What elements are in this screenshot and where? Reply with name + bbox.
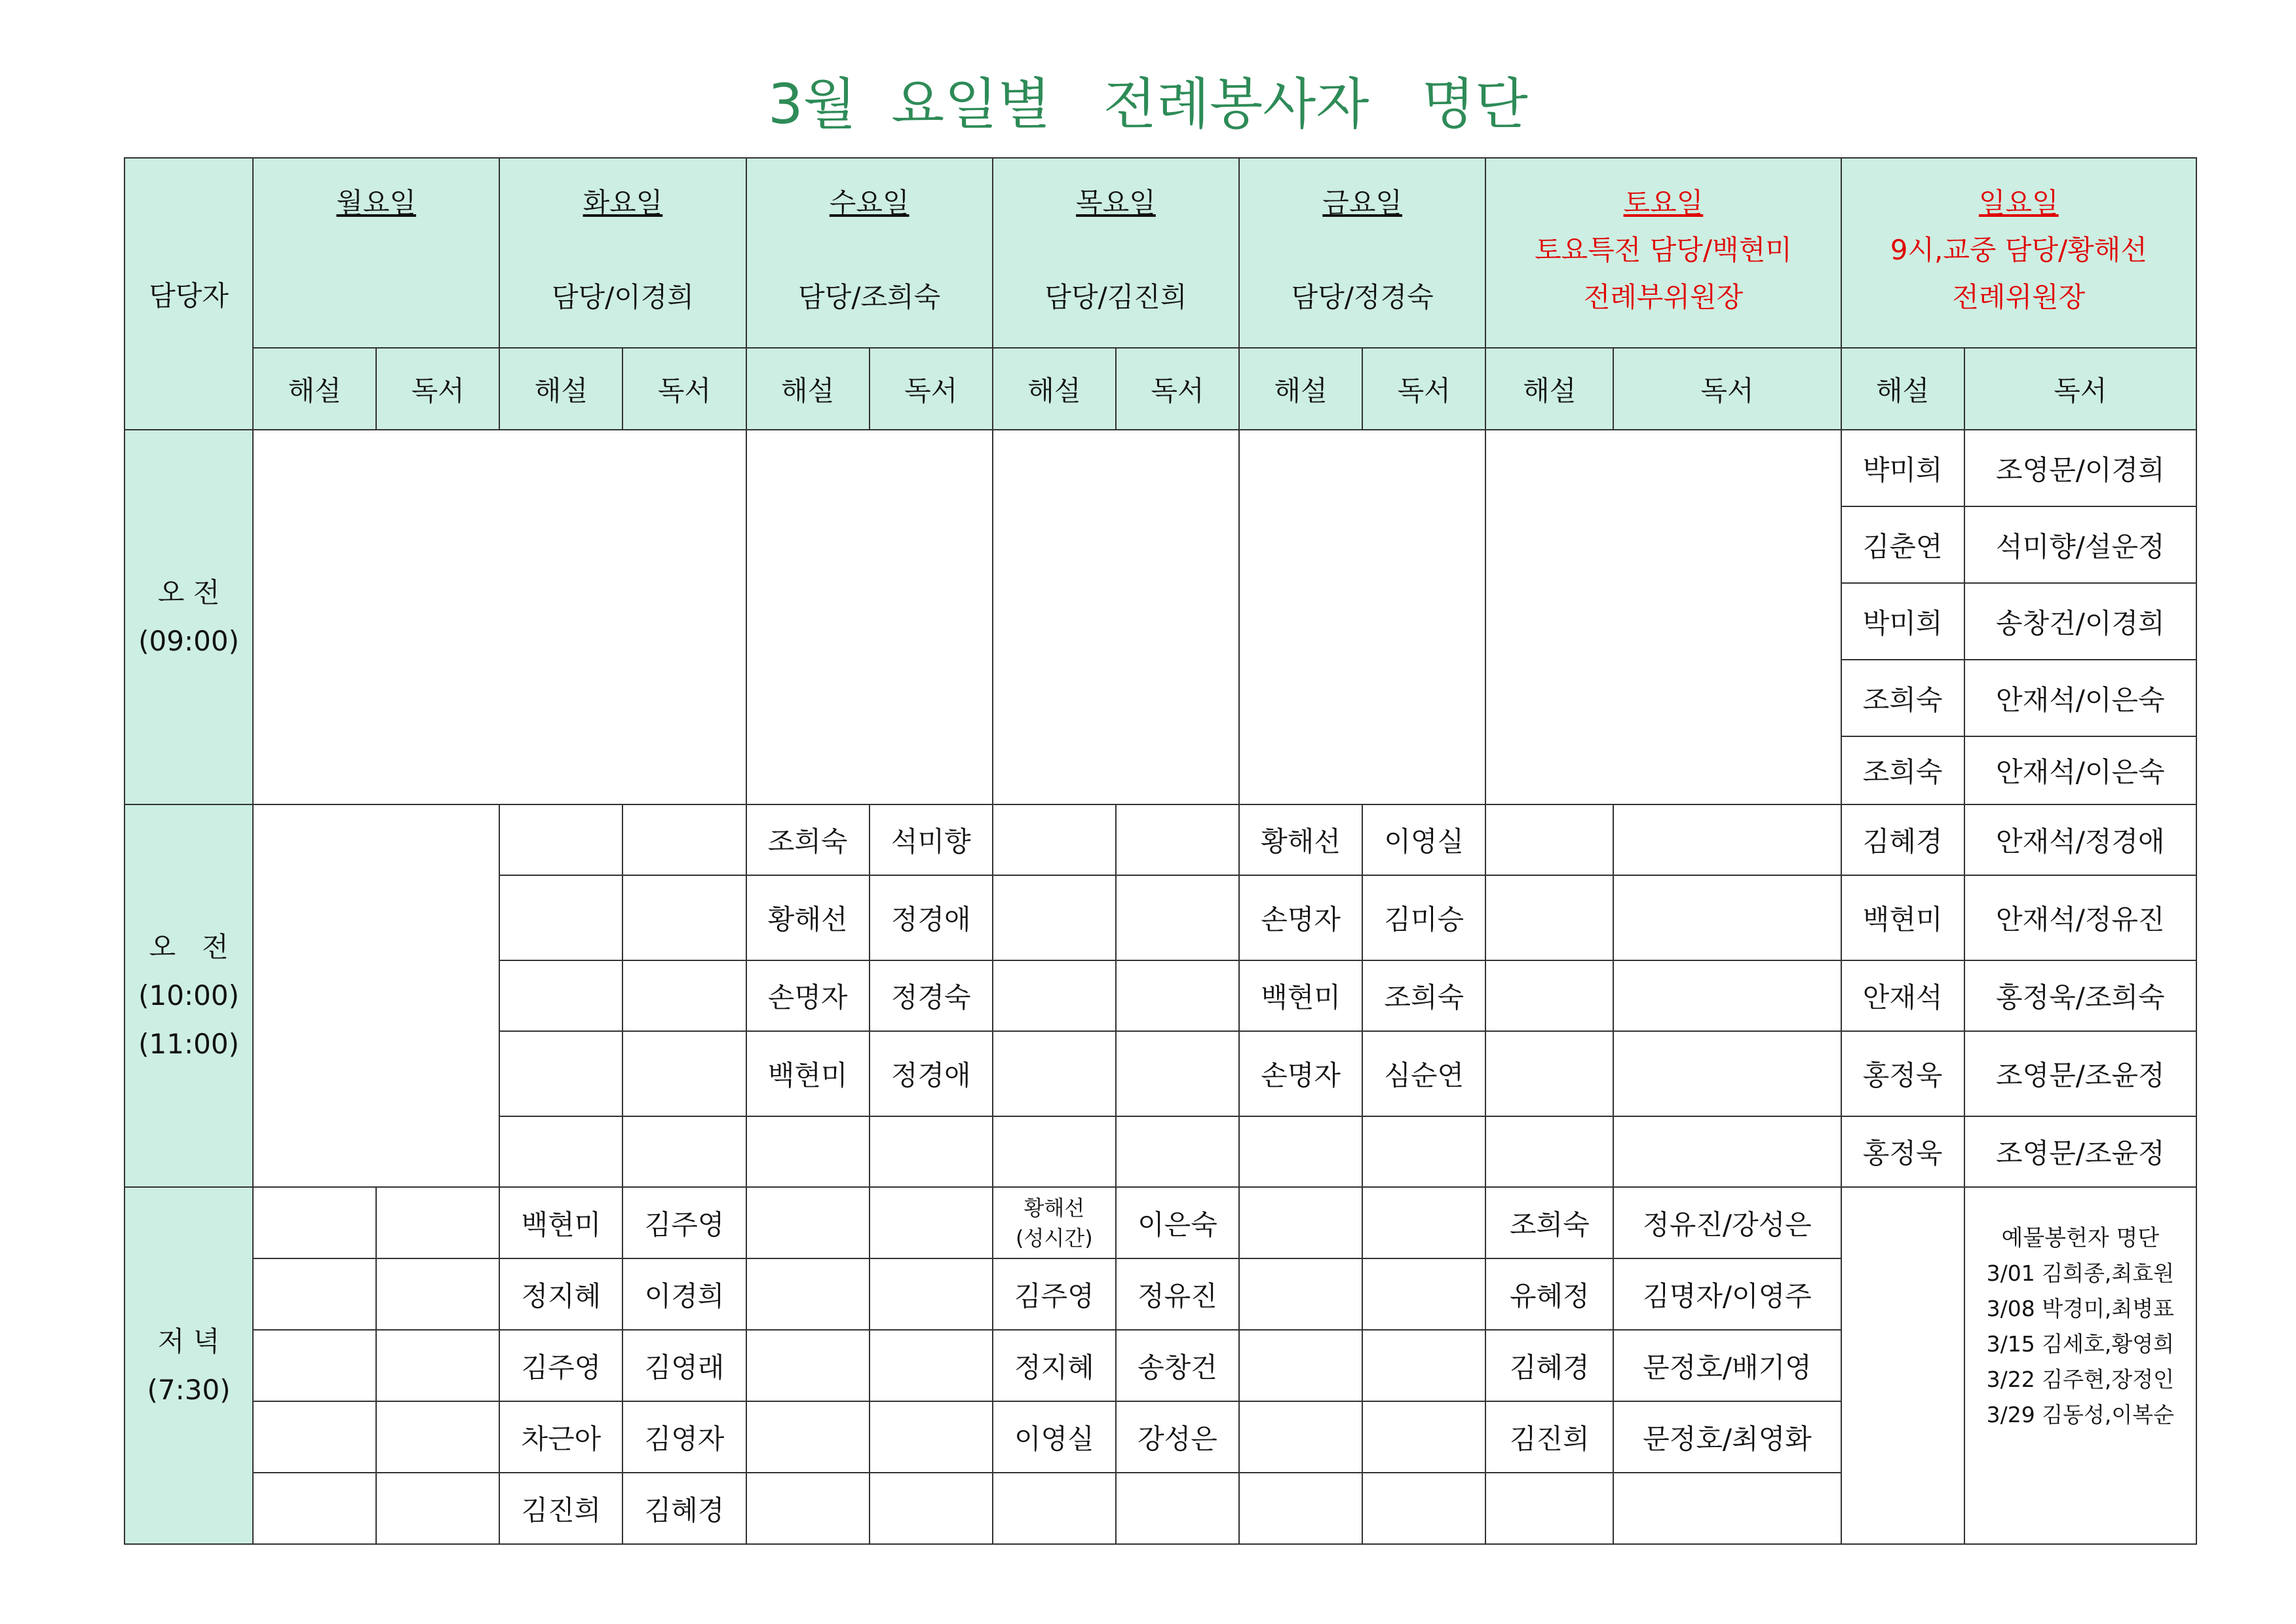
sat-reading-cell bbox=[1613, 1116, 1841, 1187]
empty-block-thu bbox=[993, 430, 1239, 804]
thu-commentary-cell bbox=[993, 875, 1116, 960]
thu-reading-cell: 정유진 bbox=[1116, 1258, 1239, 1330]
day-name: 수요일 bbox=[829, 187, 909, 219]
tue-reading-cell bbox=[622, 1031, 746, 1116]
day-name: 목요일 bbox=[1076, 187, 1156, 219]
sat-commentary-cell bbox=[1485, 1116, 1613, 1187]
empty-block-sat bbox=[1485, 430, 1841, 804]
sat-reading-cell bbox=[1613, 960, 1841, 1031]
fri-reading-cell: 김미승 bbox=[1362, 875, 1485, 960]
tue-reading-cell bbox=[622, 875, 746, 960]
wed-commentary-cell bbox=[746, 1330, 870, 1401]
header-friday bbox=[1239, 158, 1485, 348]
wed-commentary-cell bbox=[746, 1258, 870, 1330]
day-manager: 담당/정경숙 bbox=[1291, 281, 1434, 313]
wed-commentary-cell bbox=[746, 1401, 870, 1473]
row-label-time: (7:30) bbox=[147, 1373, 231, 1406]
tue-commentary-cell: 백현미 bbox=[499, 1187, 622, 1258]
empty-block-fri bbox=[1239, 430, 1485, 804]
tue-commentary-cell bbox=[499, 1031, 622, 1116]
sun-commentary-cell: 백현미 bbox=[1841, 875, 1964, 960]
day-role: 전례부위원장 bbox=[1583, 281, 1744, 313]
sat-reading-cell bbox=[1613, 804, 1841, 875]
header-sunday bbox=[1841, 158, 2196, 348]
row-label-text: 오 전 bbox=[149, 931, 229, 963]
day-name: 토요일 bbox=[1623, 187, 1704, 219]
thu-commentary-cell bbox=[993, 1116, 1116, 1187]
thu-commentary-name: 황해선 bbox=[1024, 1195, 1085, 1220]
wed-commentary-cell bbox=[746, 1473, 870, 1544]
thu-commentary-cell bbox=[993, 1031, 1116, 1116]
sat-commentary-cell bbox=[1485, 804, 1613, 875]
day-manager: 담당/조희숙 bbox=[798, 281, 941, 313]
day-name: 일요일 bbox=[1978, 187, 2059, 219]
row-label-time: (10:00) bbox=[138, 979, 239, 1011]
wed-reading-cell bbox=[870, 1330, 993, 1401]
row-label-text: 저 녁 bbox=[157, 1325, 220, 1357]
wed-reading-cell bbox=[870, 1187, 993, 1258]
fri-commentary-cell: 손명자 bbox=[1239, 875, 1362, 960]
fri-commentary-cell bbox=[1239, 1258, 1362, 1330]
row-label-morning-9 bbox=[124, 430, 253, 804]
sun-commentary-cell: 홍정욱 bbox=[1841, 1116, 1964, 1187]
reading-header: 독서 bbox=[1116, 348, 1239, 430]
roster-table bbox=[124, 157, 2197, 1545]
sun-reading-cell: 조영문/조윤정 bbox=[1964, 1116, 2196, 1187]
wed-commentary-cell: 조희숙 bbox=[746, 804, 870, 875]
reading-header: 독서 bbox=[376, 348, 499, 430]
sat-commentary-cell: 김진희 bbox=[1485, 1401, 1613, 1473]
empty-block-mon-tue bbox=[253, 430, 746, 804]
sat-commentary-cell bbox=[1485, 1473, 1613, 1544]
sun-evening-empty-cell bbox=[1841, 1187, 1964, 1544]
fri-commentary-cell: 황해선 bbox=[1239, 804, 1362, 875]
sat-commentary-cell bbox=[1485, 875, 1613, 960]
mon-reading-cell bbox=[376, 1401, 499, 1473]
sun-commentary-cell: 박미희 bbox=[1841, 583, 1964, 660]
wed-commentary-cell: 손명자 bbox=[746, 960, 870, 1031]
fri-commentary-cell bbox=[1239, 1473, 1362, 1544]
tue-reading-cell: 이경희 bbox=[622, 1258, 746, 1330]
sat-reading-cell: 문정호/배기영 bbox=[1613, 1330, 1841, 1401]
day-role: 전례위원장 bbox=[1952, 281, 2086, 313]
thu-commentary-cell: 김주영 bbox=[993, 1258, 1116, 1330]
reading-header: 독서 bbox=[1362, 348, 1485, 430]
wed-commentary-cell bbox=[746, 1116, 870, 1187]
fri-commentary-cell: 백현미 bbox=[1239, 960, 1362, 1031]
sun-commentary-cell: 조희숙 bbox=[1841, 736, 1964, 804]
offering-note bbox=[1987, 1220, 2174, 1433]
fri-commentary-cell bbox=[1239, 1187, 1362, 1258]
tue-commentary-cell: 정지혜 bbox=[499, 1258, 622, 1330]
tue-commentary-cell bbox=[499, 875, 622, 960]
thu-reading-cell bbox=[1116, 875, 1239, 960]
sun-commentary-cell: 안재석 bbox=[1841, 960, 1964, 1031]
header-tuesday bbox=[499, 158, 746, 348]
tue-reading-cell bbox=[622, 960, 746, 1031]
empty-block-wed bbox=[746, 430, 993, 804]
wed-commentary-cell: 백현미 bbox=[746, 1031, 870, 1116]
commentary-header: 해설 bbox=[746, 348, 870, 430]
sun-commentary-cell: 조희숙 bbox=[1841, 660, 1964, 736]
fri-reading-cell: 심순연 bbox=[1362, 1031, 1485, 1116]
thu-commentary-cell bbox=[993, 1187, 1116, 1258]
commentary-header: 해설 bbox=[1485, 348, 1613, 430]
sat-reading-cell: 문정호/최영화 bbox=[1613, 1401, 1841, 1473]
person-header: 담당자 bbox=[124, 158, 253, 430]
wed-reading-cell bbox=[870, 1258, 993, 1330]
offering-entry: 3/15 김세호,황영희 bbox=[1986, 1331, 2175, 1357]
day-manager: 9시,교중 담당/황해선 bbox=[1890, 234, 2147, 266]
sun-reading-cell: 조영문/조윤정 bbox=[1964, 1031, 2196, 1116]
page-title: 3월 요일별 전례봉사자 명단 bbox=[768, 72, 1528, 136]
tue-reading-cell bbox=[622, 804, 746, 875]
sat-reading-cell bbox=[1613, 875, 1841, 960]
offering-entry: 3/22 김주현,장정인 bbox=[1986, 1367, 2175, 1392]
thu-reading-cell bbox=[1116, 1031, 1239, 1116]
offering-entry: 3/08 박경미,최병표 bbox=[1986, 1296, 2175, 1321]
wed-commentary-cell bbox=[746, 1187, 870, 1258]
commentary-header: 해설 bbox=[1239, 348, 1362, 430]
sun-reading-cell: 안재석/이은숙 bbox=[1964, 736, 2196, 804]
fri-commentary-cell bbox=[1239, 1116, 1362, 1187]
wed-reading-cell: 정경애 bbox=[870, 1031, 993, 1116]
tue-reading-cell: 김혜경 bbox=[622, 1473, 746, 1544]
thu-reading-cell bbox=[1116, 960, 1239, 1031]
offering-list bbox=[1964, 1187, 2196, 1544]
thu-commentary-cell bbox=[993, 1473, 1116, 1544]
wed-commentary-cell: 황해선 bbox=[746, 875, 870, 960]
sat-commentary-cell: 유혜정 bbox=[1485, 1258, 1613, 1330]
mon-reading-cell bbox=[376, 1330, 499, 1401]
day-name: 월요일 bbox=[336, 187, 417, 219]
tue-commentary-cell bbox=[499, 960, 622, 1031]
mon-commentary-cell bbox=[253, 1187, 376, 1258]
thu-commentary-note: (성시간) bbox=[1015, 1225, 1093, 1251]
thu-reading-cell bbox=[1116, 1116, 1239, 1187]
row-label-morning-10 bbox=[124, 804, 253, 1187]
wed-reading-cell bbox=[870, 1473, 993, 1544]
tue-commentary-cell bbox=[499, 1116, 622, 1187]
sun-reading-cell: 안재석/정경애 bbox=[1964, 804, 2196, 875]
sun-reading-cell: 송창건/이경희 bbox=[1964, 583, 2196, 660]
fri-reading-cell bbox=[1362, 1330, 1485, 1401]
fri-commentary-cell bbox=[1239, 1401, 1362, 1473]
header-monday bbox=[253, 158, 499, 348]
wed-reading-cell bbox=[870, 1116, 993, 1187]
sat-reading-cell bbox=[1613, 1031, 1841, 1116]
sun-reading-cell: 조영문/이경희 bbox=[1964, 430, 2196, 506]
thu-reading-cell: 송창건 bbox=[1116, 1330, 1239, 1401]
row-label-time: (11:00) bbox=[138, 1028, 239, 1060]
day-name: 금요일 bbox=[1322, 187, 1402, 219]
mon-commentary-cell bbox=[253, 1401, 376, 1473]
day-manager: 담당/이경희 bbox=[551, 281, 694, 313]
tue-commentary-cell: 김진희 bbox=[499, 1473, 622, 1544]
fri-reading-cell bbox=[1362, 1187, 1485, 1258]
header-thursday bbox=[993, 158, 1239, 348]
mon-reading-cell bbox=[376, 1258, 499, 1330]
sun-commentary-cell: 김춘연 bbox=[1841, 506, 1964, 583]
row-label-evening bbox=[124, 1187, 253, 1544]
commentary-header: 해설 bbox=[1841, 348, 1964, 430]
row-label-text: 오 전 bbox=[157, 576, 220, 609]
fri-reading-cell bbox=[1362, 1116, 1485, 1187]
thu-commentary-cell: 정지혜 bbox=[993, 1330, 1116, 1401]
offering-entry: 3/29 김동성,이복순 bbox=[1986, 1402, 2175, 1427]
sun-commentary-cell: 홍정욱 bbox=[1841, 1031, 1964, 1116]
fri-reading-cell bbox=[1362, 1401, 1485, 1473]
header-saturday bbox=[1485, 158, 1841, 348]
sat-reading-cell bbox=[1613, 1473, 1841, 1544]
thu-reading-cell: 강성은 bbox=[1116, 1401, 1239, 1473]
offering-title: 예물봉헌자 명단 bbox=[2001, 1225, 2160, 1251]
sun-commentary-cell: 김혜경 bbox=[1841, 804, 1964, 875]
tue-reading-cell bbox=[622, 1116, 746, 1187]
mon-commentary-cell bbox=[253, 1473, 376, 1544]
fri-reading-cell: 이영실 bbox=[1362, 804, 1485, 875]
sat-reading-cell: 김명자/이영주 bbox=[1613, 1258, 1841, 1330]
row-label-time: (09:00) bbox=[138, 625, 239, 657]
tue-reading-cell: 김주영 bbox=[622, 1187, 746, 1258]
tue-commentary-cell bbox=[499, 804, 622, 875]
reading-header: 독서 bbox=[622, 348, 746, 430]
tue-commentary-cell: 김주영 bbox=[499, 1330, 622, 1401]
sat-commentary-cell: 조희숙 bbox=[1485, 1187, 1613, 1258]
sun-reading-cell: 안재석/이은숙 bbox=[1964, 660, 2196, 736]
mon-reading-cell bbox=[376, 1473, 499, 1544]
reading-header: 독서 bbox=[1613, 348, 1841, 430]
sat-commentary-cell bbox=[1485, 960, 1613, 1031]
fri-reading-cell: 조희숙 bbox=[1362, 960, 1485, 1031]
commentary-header: 해설 bbox=[499, 348, 622, 430]
mon-commentary-cell bbox=[253, 1330, 376, 1401]
wed-reading-cell: 정경숙 bbox=[870, 960, 993, 1031]
sat-commentary-cell bbox=[1485, 1031, 1613, 1116]
commentary-header: 해설 bbox=[993, 348, 1116, 430]
wed-reading-cell: 정경애 bbox=[870, 875, 993, 960]
sun-reading-cell: 홍정욱/조희숙 bbox=[1964, 960, 2196, 1031]
header-wednesday bbox=[746, 158, 993, 348]
mon-commentary-cell bbox=[253, 1258, 376, 1330]
sat-reading-cell: 정유진/강성은 bbox=[1613, 1187, 1841, 1258]
fri-reading-cell bbox=[1362, 1258, 1485, 1330]
wed-reading-cell bbox=[870, 1401, 993, 1473]
day-manager: 담당/김진희 bbox=[1044, 281, 1187, 313]
sun-reading-cell: 석미향/설운정 bbox=[1964, 506, 2196, 583]
reading-header: 독서 bbox=[870, 348, 993, 430]
thu-commentary-cell: 이영실 bbox=[993, 1401, 1116, 1473]
thu-reading-cell bbox=[1116, 804, 1239, 875]
mon-reading-cell bbox=[376, 1187, 499, 1258]
tue-commentary-cell: 차근아 bbox=[499, 1401, 622, 1473]
thu-commentary-cell bbox=[993, 804, 1116, 875]
offering-entry: 3/01 김희종,최효원 bbox=[1986, 1260, 2175, 1286]
tue-reading-cell: 김영래 bbox=[622, 1330, 746, 1401]
empty-block-mon bbox=[253, 804, 499, 1187]
thu-commentary-cell bbox=[993, 960, 1116, 1031]
sun-reading-cell: 안재석/정유진 bbox=[1964, 875, 2196, 960]
sat-commentary-cell: 김혜경 bbox=[1485, 1330, 1613, 1401]
fri-reading-cell bbox=[1362, 1473, 1485, 1544]
day-name: 화요일 bbox=[583, 187, 663, 219]
wed-reading-cell: 석미향 bbox=[870, 804, 993, 875]
sun-commentary-cell: 뱍미희 bbox=[1841, 430, 1964, 506]
reading-header: 독서 bbox=[1964, 348, 2196, 430]
fri-commentary-cell bbox=[1239, 1330, 1362, 1401]
thu-reading-cell bbox=[1116, 1473, 1239, 1544]
day-manager: 토요특전 담당/백현미 bbox=[1535, 234, 1792, 266]
tue-reading-cell: 김영자 bbox=[622, 1401, 746, 1473]
commentary-header: 해설 bbox=[253, 348, 376, 430]
fri-commentary-cell: 손명자 bbox=[1239, 1031, 1362, 1116]
thu-reading-cell: 이은숙 bbox=[1116, 1187, 1239, 1258]
